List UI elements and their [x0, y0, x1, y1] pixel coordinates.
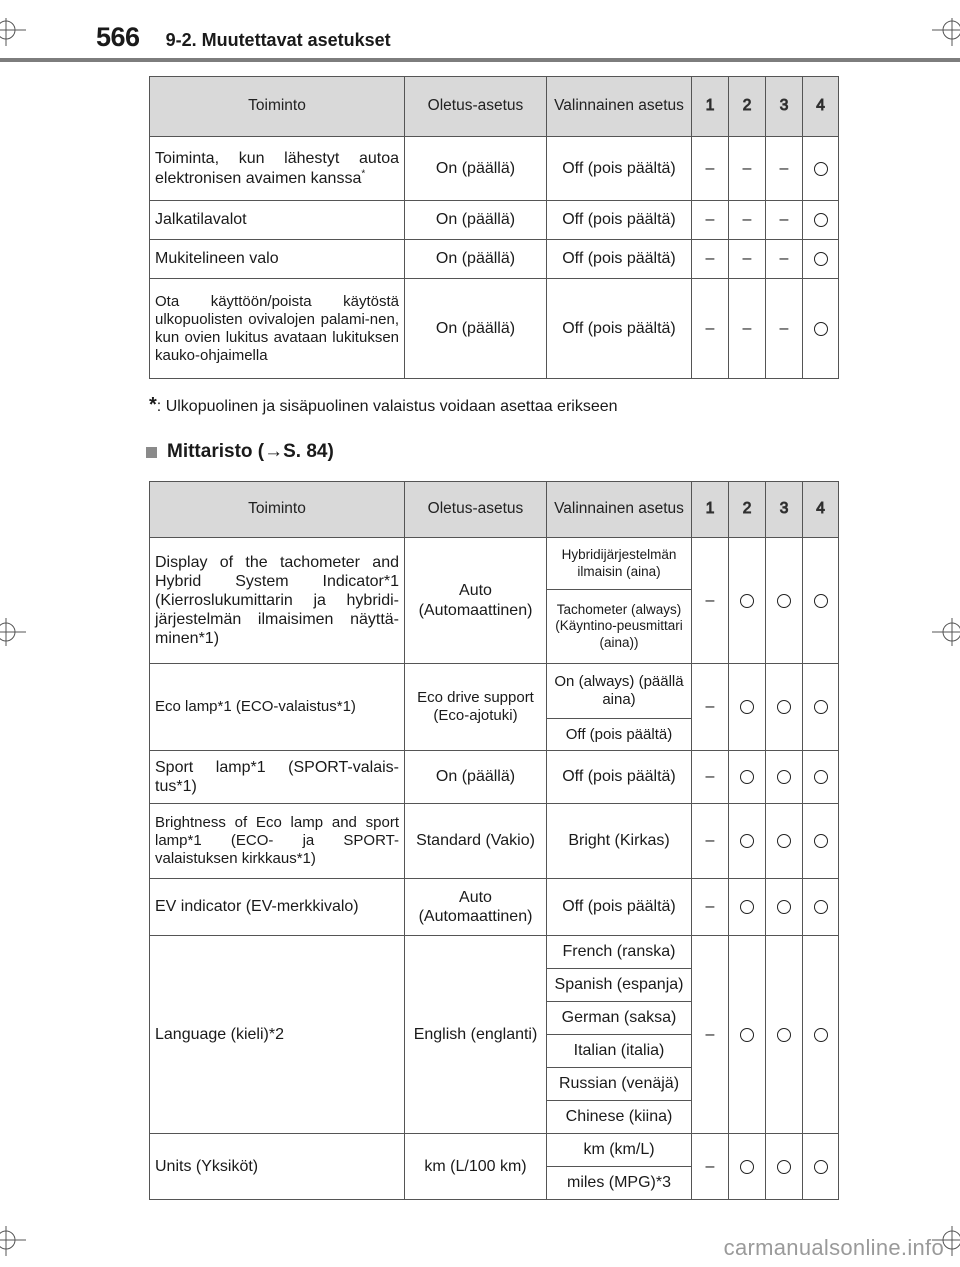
- row-optional: Off (pois päältä): [547, 279, 692, 379]
- table-row: [150, 538, 839, 590]
- row-col4: [803, 751, 839, 804]
- row-function: Display of the tachometer and Hybrid System Indicator*1 (Kierroslukumittarin ja hybridi-järjestelmän ilmaisimen näyttä-minen*1): [150, 538, 405, 664]
- row-optional: Off (pois päältä): [547, 240, 692, 279]
- row-col2: [729, 879, 766, 936]
- row-col1: –: [692, 201, 729, 240]
- row-function: Ota käyttöön/poista käytöstä ulkopuolisten ovivalojen palami-nen, kun ovien lukitus avataan lukituksen kauko-ohjaimella: [150, 279, 405, 379]
- settings-table-instrument-cluster: [149, 481, 839, 1200]
- supported-circle-icon: [777, 770, 791, 784]
- row-option: German (saksa): [547, 1002, 692, 1035]
- subsection-heading: [146, 441, 334, 463]
- row-col4: [803, 664, 839, 751]
- table-row: [150, 751, 839, 804]
- supported-circle-icon: [814, 1028, 828, 1042]
- row-col3: –: [766, 240, 803, 279]
- supported-circle-icon: [740, 834, 754, 848]
- table-row: [150, 804, 839, 879]
- crop-mark-bottom-left: [0, 1226, 28, 1256]
- row-col1: –: [692, 751, 729, 804]
- crop-mark-mid-left: [0, 618, 28, 648]
- row-col1: –: [692, 240, 729, 279]
- row-col2: [729, 751, 766, 804]
- row-col3: [766, 804, 803, 879]
- supported-circle-icon: [814, 1160, 828, 1174]
- table-header-row: [150, 482, 839, 538]
- row-option: Spanish (espanja): [547, 969, 692, 1002]
- row-default: Auto (Automaattinen): [405, 538, 547, 664]
- row-col3: [766, 936, 803, 1134]
- row-default: km (L/100 km): [405, 1134, 547, 1200]
- row-function: Toiminta, kun lähestyt autoa elektronisen avaimen kanssa*: [150, 137, 405, 201]
- row-option: Russian (venäjä): [547, 1068, 692, 1101]
- table-row: [150, 1134, 839, 1167]
- square-bullet-icon: [146, 447, 157, 458]
- row-col1: –: [692, 137, 729, 201]
- supported-circle-icon: [814, 900, 828, 914]
- row-option: French (ranska): [547, 936, 692, 969]
- row-col3: [766, 879, 803, 936]
- row-col2: [729, 538, 766, 664]
- row-col4: [803, 804, 839, 879]
- table-row: [150, 879, 839, 936]
- row-col4: [803, 201, 839, 240]
- row-option: Chinese (kiina): [547, 1101, 692, 1134]
- row-function: Mukitelineen valo: [150, 240, 405, 279]
- row-col1: –: [692, 1134, 729, 1200]
- col-header-2: 2: [729, 482, 766, 538]
- supported-circle-icon: [777, 900, 791, 914]
- supported-circle-icon: [814, 700, 828, 714]
- row-function: Eco lamp*1 (ECO-valaistus*1): [150, 664, 405, 751]
- row-col2: [729, 804, 766, 879]
- col-header-default: Oletus-asetus: [405, 482, 547, 538]
- supported-circle-icon: [814, 594, 828, 608]
- row-col4: [803, 240, 839, 279]
- supported-circle-icon: [814, 213, 828, 227]
- supported-circle-icon: [814, 162, 828, 176]
- row-optional: Off (pois päältä): [547, 137, 692, 201]
- table-row: [150, 936, 839, 969]
- supported-circle-icon: [814, 770, 828, 784]
- row-optional: Off (pois päältä): [547, 879, 692, 936]
- row-option: On (always) (päällä aina): [547, 664, 692, 719]
- row-col3: [766, 751, 803, 804]
- header-rule: [0, 58, 960, 62]
- row-col2: –: [729, 137, 766, 201]
- footnote-asterisk: *: [149, 394, 157, 416]
- row-default: On (päällä): [405, 240, 547, 279]
- col-header-1: 1: [692, 482, 729, 538]
- supported-circle-icon: [740, 900, 754, 914]
- row-option: Off (pois päältä): [547, 719, 692, 751]
- supported-circle-icon: [814, 834, 828, 848]
- col-header-function: Toiminto: [150, 77, 405, 137]
- col-header-2: 2: [729, 77, 766, 137]
- row-col4: [803, 879, 839, 936]
- row-col3: [766, 664, 803, 751]
- row-col3: –: [766, 201, 803, 240]
- subsection-title: Mittaristo (→S. 84): [167, 441, 334, 462]
- supported-circle-icon: [740, 700, 754, 714]
- col-header-default: Oletus-asetus: [405, 77, 547, 137]
- row-col2: –: [729, 201, 766, 240]
- row-default: On (päällä): [405, 751, 547, 804]
- col-header-optional: Valinnainen asetus: [547, 77, 692, 137]
- col-header-3: 3: [766, 77, 803, 137]
- row-col3: [766, 1134, 803, 1200]
- row-function: Units (Yksiköt): [150, 1134, 405, 1200]
- col-header-optional: Valinnainen asetus: [547, 482, 692, 538]
- table-row: [150, 279, 839, 379]
- row-col1: –: [692, 936, 729, 1134]
- row-function: Jalkatilavalot: [150, 201, 405, 240]
- row-optional: Off (pois päältä): [547, 751, 692, 804]
- row-col1: –: [692, 879, 729, 936]
- row-default: Eco drive support (Eco-ajotuki): [405, 664, 547, 751]
- crop-mark-top-right: [932, 18, 960, 48]
- table-row: [150, 240, 839, 279]
- row-col1: –: [692, 664, 729, 751]
- row-function: Language (kieli)*2: [150, 936, 405, 1134]
- col-header-function: Toiminto: [150, 482, 405, 538]
- row-col2: –: [729, 279, 766, 379]
- row-col3: –: [766, 137, 803, 201]
- row-default: Standard (Vakio): [405, 804, 547, 879]
- row-option: Tachometer (always) (Käyntino-peusmittari (aina)): [547, 590, 692, 664]
- col-header-1: 1: [692, 77, 729, 137]
- row-col4: [803, 137, 839, 201]
- row-col2: [729, 1134, 766, 1200]
- row-default: English (englanti): [405, 936, 547, 1134]
- supported-circle-icon: [740, 1160, 754, 1174]
- row-col4: [803, 538, 839, 664]
- row-default: Auto (Automaattinen): [405, 879, 547, 936]
- row-function: Brightness of Eco lamp and sport lamp*1 (ECO- ja SPORT-valaistuksen kirkkaus*1): [150, 804, 405, 879]
- page-number: 566: [96, 22, 140, 52]
- supported-circle-icon: [740, 770, 754, 784]
- row-col3: –: [766, 279, 803, 379]
- row-col1: –: [692, 279, 729, 379]
- row-function: Sport lamp*1 (SPORT-valais-tus*1): [150, 751, 405, 804]
- row-col4: [803, 279, 839, 379]
- settings-table-lighting: [149, 76, 839, 379]
- row-function: EV indicator (EV-merkkivalo): [150, 879, 405, 936]
- supported-circle-icon: [740, 1028, 754, 1042]
- row-col3: [766, 538, 803, 664]
- supported-circle-icon: [814, 322, 828, 336]
- supported-circle-icon: [777, 594, 791, 608]
- row-option: Hybridijärjestelmän ilmaisin (aina): [547, 538, 692, 590]
- page-header: [96, 22, 391, 58]
- supported-circle-icon: [777, 834, 791, 848]
- watermark: carmanualsonline.info: [723, 1235, 944, 1260]
- table-row: [150, 201, 839, 240]
- crop-mark-top-left: [0, 18, 28, 48]
- row-col4: [803, 1134, 839, 1200]
- row-col4: [803, 936, 839, 1134]
- row-col2: [729, 664, 766, 751]
- row-option: miles (MPG)*3: [547, 1167, 692, 1200]
- footnote: [149, 394, 618, 417]
- row-option: Italian (italia): [547, 1035, 692, 1068]
- supported-circle-icon: [814, 252, 828, 266]
- row-col2: [729, 936, 766, 1134]
- col-header-4: 4: [803, 77, 839, 137]
- row-default: On (päällä): [405, 201, 547, 240]
- supported-circle-icon: [740, 594, 754, 608]
- supported-circle-icon: [777, 700, 791, 714]
- table-row: [150, 137, 839, 201]
- crop-mark-mid-right: [932, 618, 960, 648]
- col-header-3: 3: [766, 482, 803, 538]
- footnote-text: : Ulkopuolinen ja sisäpuolinen valaistus voidaan asettaa erikseen: [156, 398, 618, 415]
- table-header-row: [150, 77, 839, 137]
- row-col1: –: [692, 538, 729, 664]
- supported-circle-icon: [777, 1028, 791, 1042]
- row-default: On (päällä): [405, 137, 547, 201]
- col-header-4: 4: [803, 482, 839, 538]
- row-option: km (km/L): [547, 1134, 692, 1167]
- row-default: On (päällä): [405, 279, 547, 379]
- table-row: [150, 664, 839, 719]
- section-title: 9-2. Muutettavat asetukset: [165, 30, 391, 50]
- row-col1: –: [692, 804, 729, 879]
- supported-circle-icon: [777, 1160, 791, 1174]
- row-optional: Bright (Kirkas): [547, 804, 692, 879]
- row-optional: Off (pois päältä): [547, 201, 692, 240]
- row-col2: –: [729, 240, 766, 279]
